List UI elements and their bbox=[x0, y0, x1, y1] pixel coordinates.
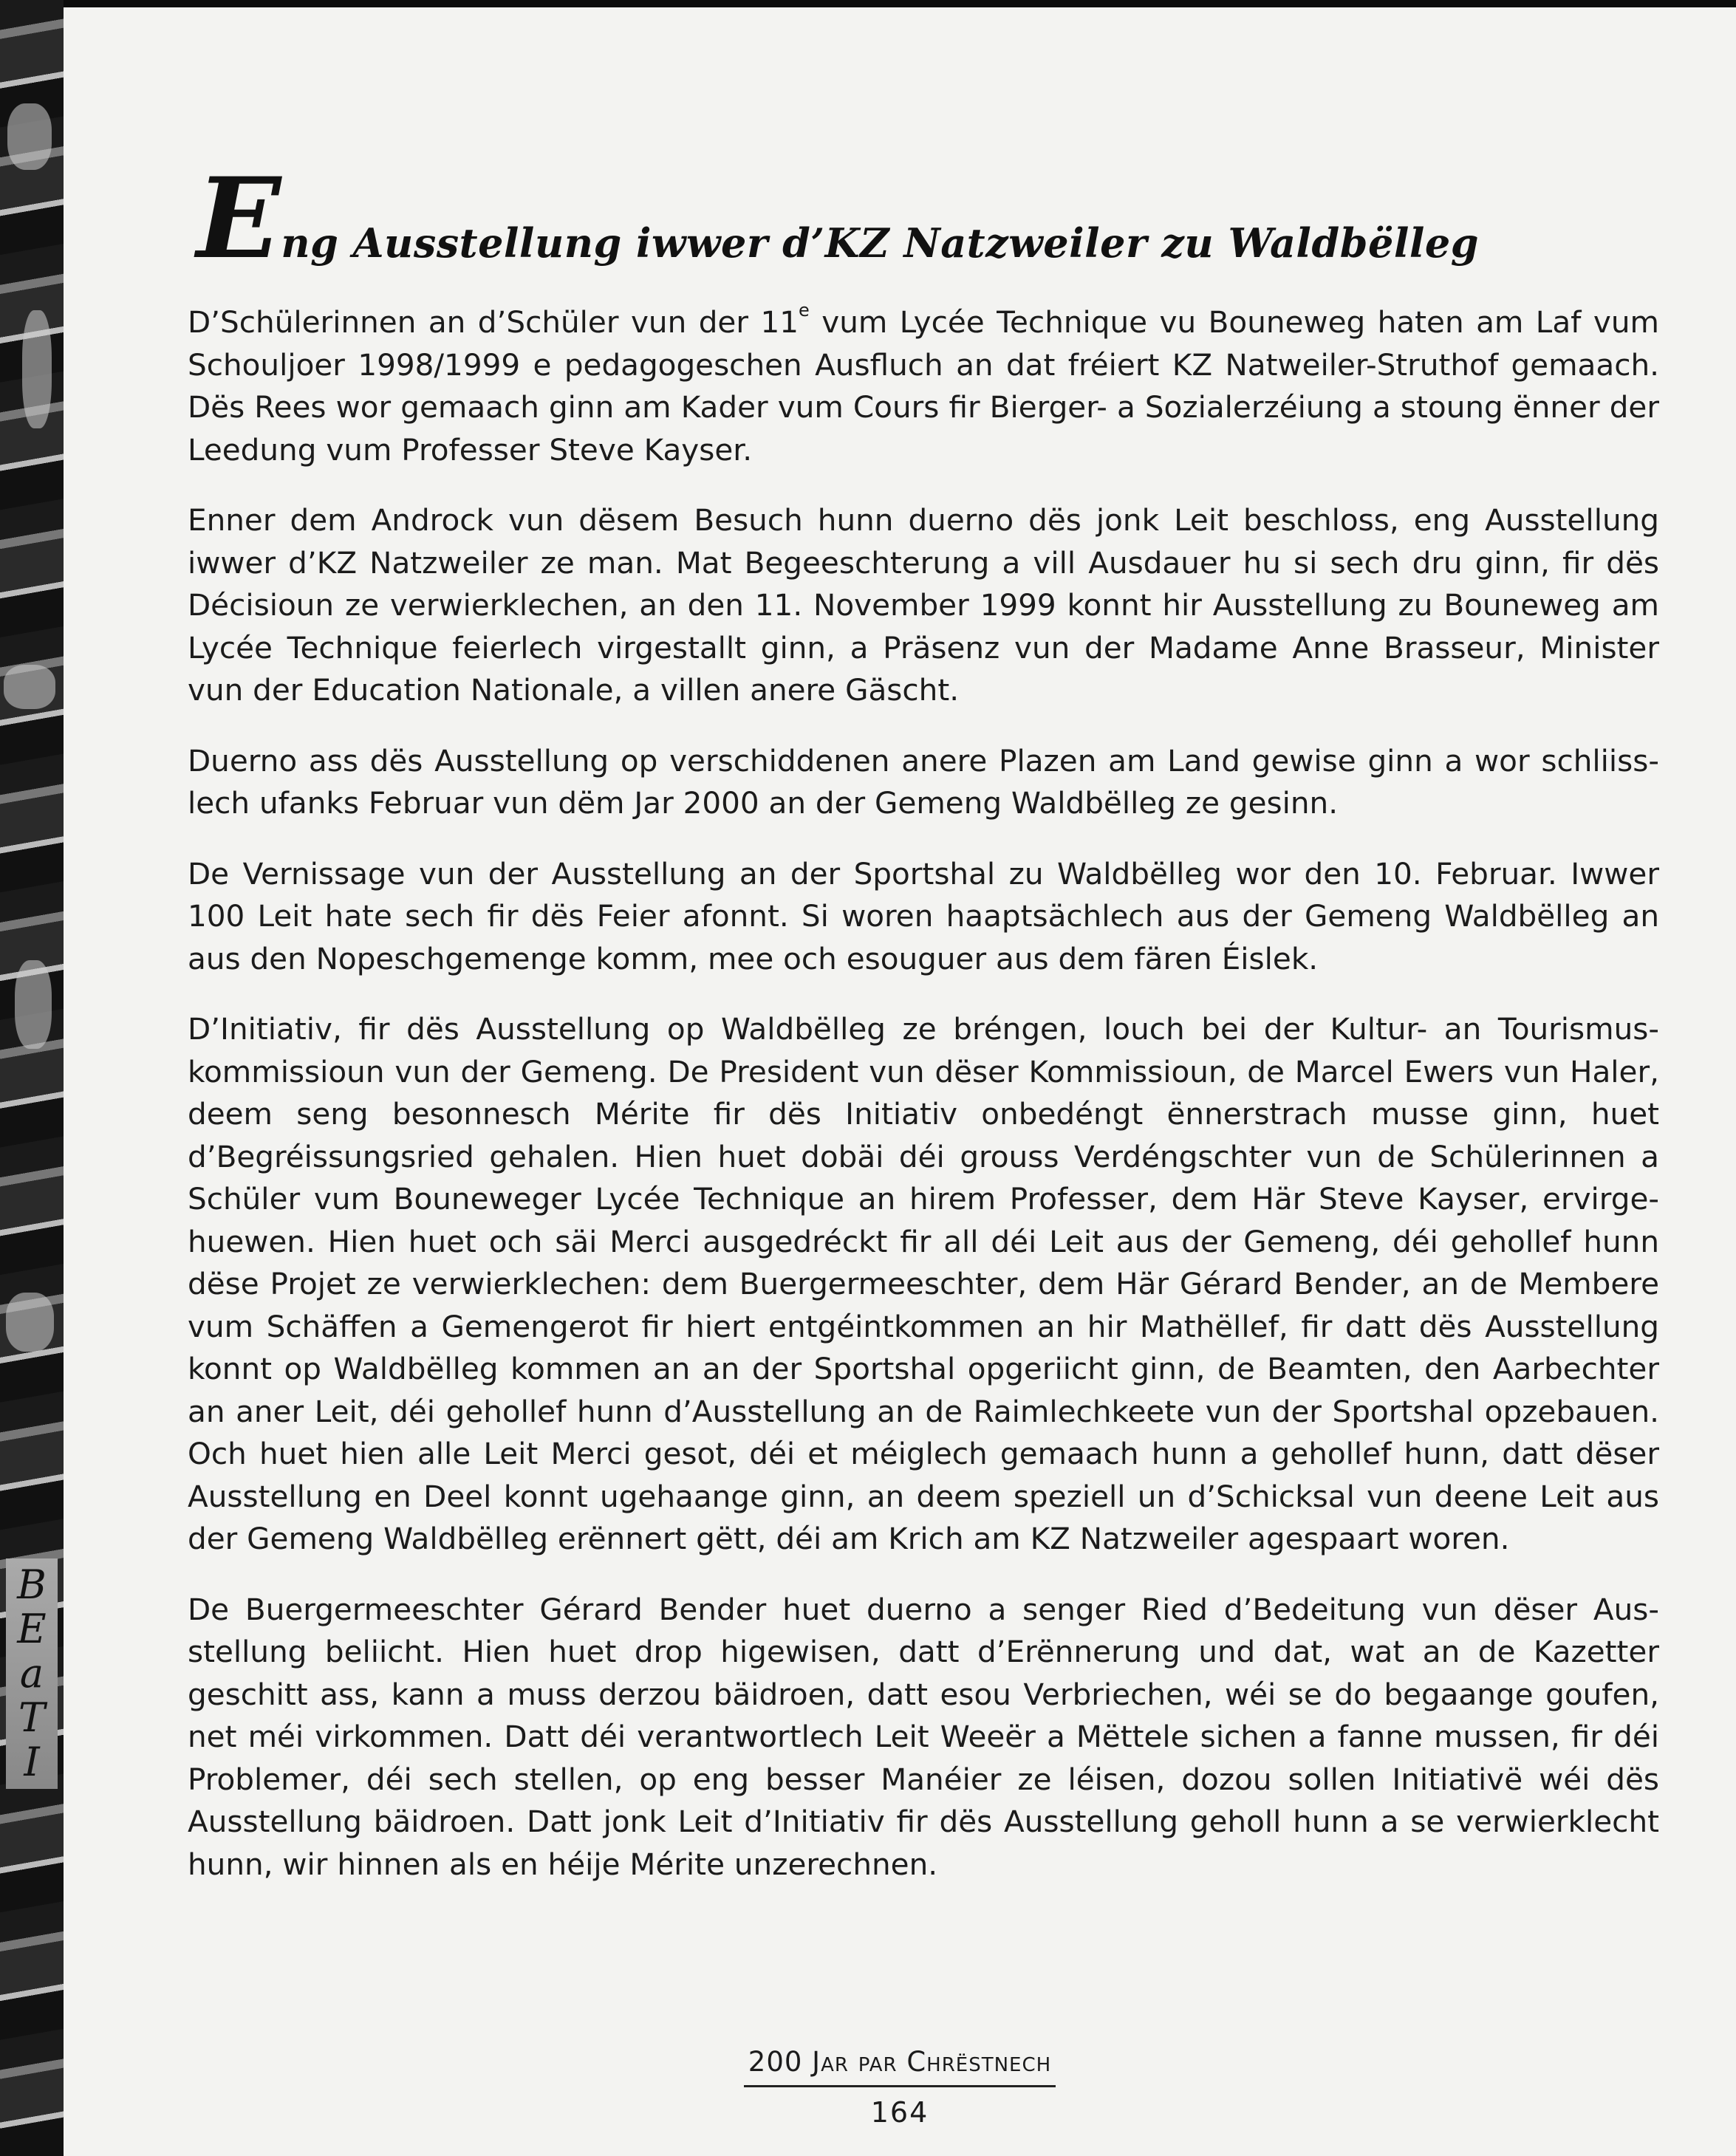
paragraph-text: vum Lycée Technique vu Bouneweg haten am Laf vum Schouljoer 1998/1999 e pedagogeschen Ausfluch an dat fréiert KZ Natweiler-Struthof gemaach. Dës Rees wor gemaach ginn am Kader vum Cours fir Bierger- a Sozialerzéiung a stoung ënner der Leedung vum Professer Steve Kayser. bbox=[188, 304, 1659, 468]
title-text: ng Ausstellung iwwer d’KZ Natzweiler zu Waldbëlleg bbox=[281, 219, 1479, 267]
glass-letter: T bbox=[18, 1694, 46, 1741]
page-footer bbox=[64, 2046, 1736, 2129]
paragraph: Enner dem Androck vun dësem Besuch hunn duerno dës jonk Leit beschloss, eng Ausstellung iwwer d’KZ Natzweiler ze man. Mat Begeeschterung a vill Ausdauer hu si sech dru ginn, fir dës Décisioun ze verwierklechen, an den 11. November 1999 konnt hir Ausstellung zu Bouneweg am Lycée Technique feierlech virgestallt ginn, a Präsenz vun der Madame Anne Brasseur, Minister vun der Education Nationale, a villen anere Gäscht. bbox=[188, 502, 1659, 708]
glass-letter: E bbox=[17, 1606, 47, 1652]
superscript: e bbox=[799, 300, 810, 321]
paragraph: De Buergermeeschter Gérard Bender huet duerno a senger Ried d’Bedeitung vun dëser Ausstellung beliicht. Hien huet drop higewisen, datt d’Erënnerung und dat, wat an de Kazetter geschitt ass, kann a muss derzou bäidroen, datt esou Verbriechen, wéi se do begaange goufen, net méi virkommen. Datt déi verantwortlech Leit Weeër a Mëttele sichen a fanne mussen, fir déi Problemer, déi sech stellen, op eng besser Manéier ze léisen, dozou sollen Initiativë wéi dës Ausstellung bäidroen. Datt jonk Leit d’Initiativ fir dës Ausstellung geholl hunn a se verwierklecht hunn, wir hinnen als en héije Mérite unzerechnen. bbox=[188, 1591, 1659, 1882]
paragraph: D’Initiativ, fir dës Ausstellung op Waldbëlleg ze bréngen, louch bei der Kultur- an Tourismuskommissioun vun der Gemeng. De President vun dëser Kommissioun, de Marcel Ewers vun Haler, deem seng besonnesch Mérite fir dës Initiativ onbedéngt ënnerstrach musse ginn, huet d’Begréissungsried gehalen. Hien huet dobäi déi grouss Verdéngschter vun de Schülerinnen a Schüler vum Bouneweger Lycée Technique an hirem Professer, dem Här Steve Kayser, ervirgehuewen. Hien huet och säi Merci ausgedréckt fir all déi Leit aus der Gemeng, déi gehollef hunn dëse Projet ze verwierklechen: dem Buergermeeschter, dem Här Gérard Bender, an de Membere vum Schäffen a Gemengerot fir hiert entgéintkommen an hir Mathëllef, fir datt dës Ausstellung konnt op Waldbëlleg kommen an an der Sportshal opgeriicht ginn, de Beamten, den Aarbechter an aner Leit, déi gehollef hunn d’Ausstellung an de Raimlechkeete vun der Sportshal opzebauen. Och huet hien alle Leit Merci gesot, déi et méiglech gemaach hunn a gehollef hunn, datt dëser Ausstellung en Deel konnt ugehaange ginn, an deem speziell un d’Schicksal vun deene Leit aus der Gemeng Waldbëlleg erënnert gëtt, déi am Krich am KZ Natzweiler agespaart woren. bbox=[188, 1011, 1659, 1556]
paragraph: De Vernissage vun der Ausstellung an der Sportshal zu Waldbëlleg wor den 10. Februar. Iwwer 100 Leit hate sech fir dës Feier afonnt. Si woren haaptsächlech aus der Gemeng Waldbëlleg an aus den Nopeschgemenge komm, mee och esouguer aus dem fären Éislek. bbox=[188, 855, 1659, 976]
stained-glass-letters bbox=[6, 1558, 58, 1789]
stained-glass-image-strip bbox=[0, 0, 64, 2156]
paragraph-text: D’Schülerinnen an d’Schüler vun der 11 bbox=[188, 304, 799, 340]
running-footer-title: 200 Jar par Chrëstnech bbox=[744, 2046, 1056, 2087]
glass-letter: a bbox=[19, 1650, 44, 1697]
title-initial: E bbox=[197, 154, 281, 284]
paragraph bbox=[188, 301, 1659, 471]
page-number: 164 bbox=[870, 2096, 929, 2129]
glass-letter: B bbox=[17, 1561, 47, 1608]
glass-letter: I bbox=[24, 1739, 40, 1785]
book-page bbox=[64, 7, 1736, 2156]
paragraph: Duerno ass dës Ausstellung op verschiddenen anere Plazen am Land gewise ginn a wor schliisslech ufanks Februar vun dëm Jar 2000 an der Gemeng Waldbëlleg ze gesinn. bbox=[188, 742, 1659, 821]
article-body bbox=[188, 301, 1659, 1914]
article-title bbox=[197, 154, 1479, 284]
